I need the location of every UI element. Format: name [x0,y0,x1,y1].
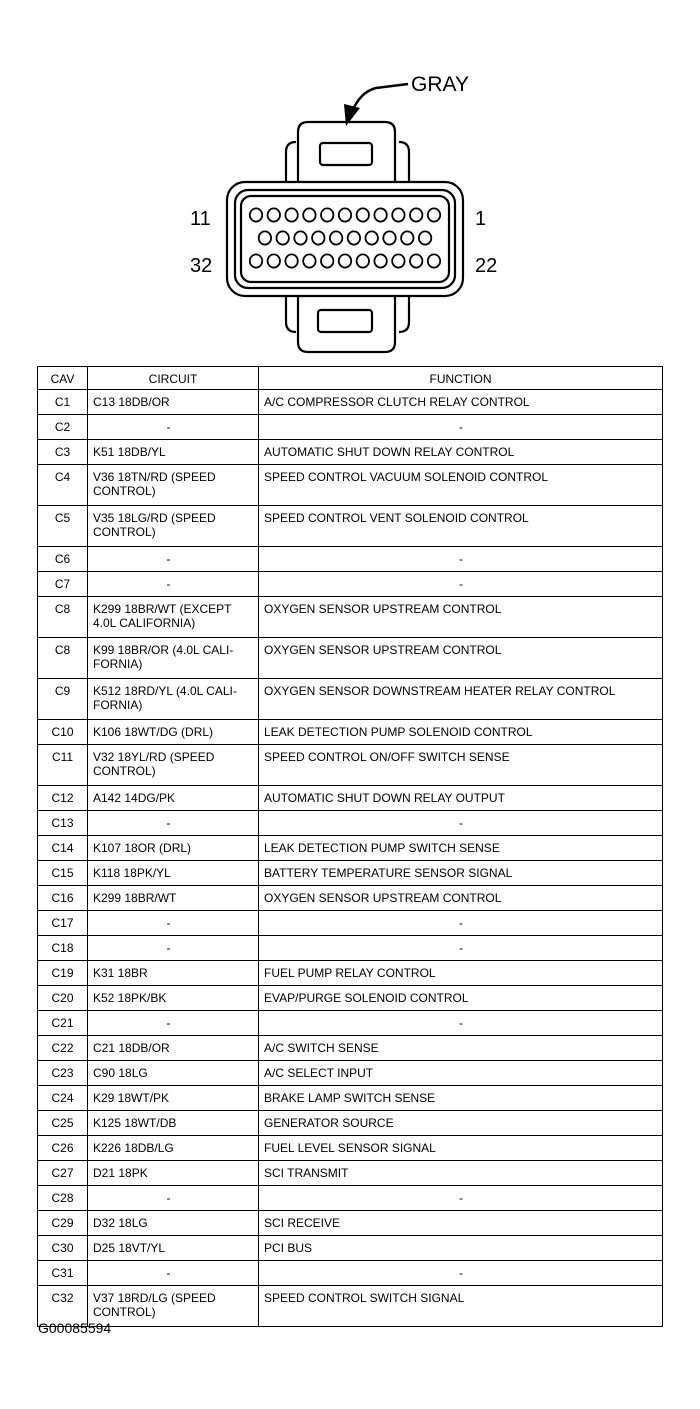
cav-cell: C26 [38,1136,88,1161]
cav-cell: C10 [38,720,88,745]
table-row [38,415,663,440]
color-pointer-arrow [352,84,408,112]
function-cell: SPEED CONTROL VACUUM SOLENOID CONTROL [259,465,663,506]
circuit-cell: - [88,1011,259,1036]
function-cell: OXYGEN SENSOR UPSTREAM CONTROL [259,638,663,679]
table-row [38,1086,663,1111]
pin-cavity [321,208,333,221]
pin-cavity [374,208,386,221]
table-row [38,465,663,506]
cav-cell: C16 [38,886,88,911]
table-row [38,638,663,679]
cav-cell: C32 [38,1286,88,1327]
table-row [38,1111,663,1136]
pin-cavity [268,208,280,221]
header-function: FUNCTION [259,367,663,390]
cav-cell: C8 [38,638,88,679]
pin-cavity [392,208,404,221]
cav-cell: C12 [38,786,88,811]
table-row [38,886,663,911]
pin-cavity [312,231,324,244]
table-row [38,936,663,961]
circuit-cell: - [88,911,259,936]
circuit-cell: - [88,1261,259,1286]
circuit-cell: K99 18BR/OR (4.0L CALI-FORNIA) [88,638,259,679]
table-row [38,1211,663,1236]
cav-cell: C21 [38,1011,88,1036]
function-cell: SPEED CONTROL ON/OFF SWITCH SENSE [259,745,663,786]
pin-cavity [250,208,262,221]
cav-cell: C30 [38,1236,88,1261]
table-row [38,1261,663,1286]
connector-diagram [0,0,700,360]
cav-cell: C20 [38,986,88,1011]
pin-cavity [285,254,297,267]
pin-cavity [410,208,422,221]
table-row [38,679,663,720]
pin-cavity [285,208,297,221]
table-row [38,986,663,1011]
circuit-cell: K299 18BR/WT [88,886,259,911]
function-cell: LEAK DETECTION PUMP SOLENOID CONTROL [259,720,663,745]
table-row [38,911,663,936]
table-row [38,1286,663,1327]
figure-id: G00085594 [38,1320,112,1336]
pin-cavity [401,231,413,244]
table-row [38,390,663,415]
cav-cell: C22 [38,1036,88,1061]
function-cell: - [259,1011,663,1036]
function-cell: A/C SELECT INPUT [259,1061,663,1086]
function-cell: - [259,811,663,836]
pin-cavity [330,231,342,244]
function-cell: OXYGEN SENSOR UPSTREAM CONTROL [259,886,663,911]
function-cell: AUTOMATIC SHUT DOWN RELAY CONTROL [259,440,663,465]
pin-cavity [303,208,315,221]
cav-cell: C29 [38,1211,88,1236]
table-row [38,861,663,886]
circuit-cell: - [88,572,259,597]
circuit-cell: D32 18LG [88,1211,259,1236]
bottom-latch [298,295,395,352]
circuit-cell: - [88,415,259,440]
cav-cell: C27 [38,1161,88,1186]
circuit-cell: K106 18WT/DG (DRL) [88,720,259,745]
table-row [38,786,663,811]
circuit-cell: K299 18BR/WT (EXCEPT 4.0L CALIFORNIA) [88,597,259,638]
function-cell: SPEED CONTROL VENT SOLENOID CONTROL [259,506,663,547]
circuit-cell: V36 18TN/RD (SPEED CONTROL) [88,465,259,506]
table-row [38,720,663,745]
table-row [38,1236,663,1261]
function-cell: - [259,572,663,597]
function-cell: AUTOMATIC SHUT DOWN RELAY OUTPUT [259,786,663,811]
pin-cavity [428,254,440,267]
pin-cavity [374,254,386,267]
pin-cavity [339,254,351,267]
table-row [38,597,663,638]
table-row [38,1036,663,1061]
function-cell: PCI BUS [259,1236,663,1261]
cav-cell: C4 [38,465,88,506]
circuit-cell: K125 18WT/DB [88,1111,259,1136]
cav-cell: C14 [38,836,88,861]
table-row [38,811,663,836]
function-cell: - [259,911,663,936]
pin-cavity [259,231,271,244]
table-row [38,961,663,986]
circuit-cell: K118 18PK/YL [88,861,259,886]
pin-cavity [392,254,404,267]
cav-cell: C11 [38,745,88,786]
circuit-cell: C13 18DB/OR [88,390,259,415]
circuit-cell: K226 18DB/LG [88,1136,259,1161]
circuit-cell: C90 18LG [88,1061,259,1086]
function-cell: A/C SWITCH SENSE [259,1036,663,1061]
circuit-cell: - [88,811,259,836]
pin-cavity [383,231,395,244]
cav-cell: C8 [38,597,88,638]
function-cell: A/C COMPRESSOR CLUTCH RELAY CONTROL [259,390,663,415]
table-row [38,440,663,465]
circuit-cell: - [88,936,259,961]
function-cell: SCI RECEIVE [259,1211,663,1236]
function-cell: BRAKE LAMP SWITCH SENSE [259,1086,663,1111]
cav-cell: C5 [38,506,88,547]
pin-cavity [357,208,369,221]
pin-cavity [428,208,440,221]
pin-cavity [339,208,351,221]
table-header-row [38,367,663,390]
cav-cell: C19 [38,961,88,986]
circuit-cell: V35 18LG/RD (SPEED CONTROL) [88,506,259,547]
circuit-cell: A142 14DG/PK [88,786,259,811]
function-cell: OXYGEN SENSOR DOWNSTREAM HEATER RELAY CONTROL [259,679,663,720]
function-cell: SPEED CONTROL SWITCH SIGNAL [259,1286,663,1327]
cav-cell: C24 [38,1086,88,1111]
circuit-cell: D21 18PK [88,1161,259,1186]
circuit-cell: K52 18PK/BK [88,986,259,1011]
function-cell: - [259,936,663,961]
pin-cavity [294,231,306,244]
table-row [38,506,663,547]
pin-label-bottom-right: 22 [475,255,498,277]
table-row [38,836,663,861]
pin-cavity [303,254,315,267]
table-row [38,1061,663,1086]
circuit-cell: C21 18DB/OR [88,1036,259,1061]
cav-cell: C2 [38,415,88,440]
table-row [38,1161,663,1186]
function-cell: GENERATOR SOURCE [259,1111,663,1136]
cav-cell: C23 [38,1061,88,1086]
top-latch [298,122,395,182]
function-cell: SCI TRANSMIT [259,1161,663,1186]
cav-cell: C28 [38,1186,88,1211]
cav-cell: C1 [38,390,88,415]
connector-color-label: GRAY [411,73,469,96]
function-cell: - [259,1261,663,1286]
circuit-cell: V37 18RD/LG (SPEED CONTROL) [88,1286,259,1327]
table-row [38,547,663,572]
table-row [38,1011,663,1036]
pin-cavity [357,254,369,267]
function-cell: - [259,1186,663,1211]
circuit-cell: K31 18BR [88,961,259,986]
pin-cavity [277,231,289,244]
circuit-cell: V32 18YL/RD (SPEED CONTROL) [88,745,259,786]
cav-cell: C15 [38,861,88,886]
pin-cavity [410,254,422,267]
header-cav: CAV [38,367,88,390]
function-cell: EVAP/PURGE SOLENOID CONTROL [259,986,663,1011]
function-cell: FUEL LEVEL SENSOR SIGNAL [259,1136,663,1161]
function-cell: BATTERY TEMPERATURE SENSOR SIGNAL [259,861,663,886]
pin-label-top-left: 11 [190,208,211,230]
circuit-cell: - [88,1186,259,1211]
pin-label-top-right: 1 [475,208,487,230]
pin-cavity [348,231,360,244]
pin-cavity [366,231,378,244]
circuit-cell: K107 18OR (DRL) [88,836,259,861]
function-cell: OXYGEN SENSOR UPSTREAM CONTROL [259,597,663,638]
function-cell: - [259,547,663,572]
circuit-cell: - [88,547,259,572]
function-cell: - [259,415,663,440]
circuit-cell: K51 18DB/YL [88,440,259,465]
cav-cell: C17 [38,911,88,936]
cav-cell: C9 [38,679,88,720]
pin-cavity [321,254,333,267]
circuit-cell: D25 18VT/YL [88,1236,259,1261]
cav-cell: C25 [38,1111,88,1136]
pin-cavity [419,231,431,244]
circuit-cell: K29 18WT/PK [88,1086,259,1111]
function-cell: LEAK DETECTION PUMP SWITCH SENSE [259,836,663,861]
cav-cell: C7 [38,572,88,597]
header-circuit: CIRCUIT [88,367,259,390]
table-row [38,1136,663,1161]
cav-cell: C18 [38,936,88,961]
cav-cell: C13 [38,811,88,836]
pin-label-bottom-left: 32 [190,255,213,277]
table-row [38,745,663,786]
cav-cell: C31 [38,1261,88,1286]
pin-cavity [268,254,280,267]
pin-cavity [250,254,262,267]
circuit-cell: K512 18RD/YL (4.0L CALI-FORNIA) [88,679,259,720]
table-row [38,1186,663,1211]
pin-function-table [37,366,663,1327]
cav-cell: C6 [38,547,88,572]
table-row [38,572,663,597]
cav-cell: C3 [38,440,88,465]
function-cell: FUEL PUMP RELAY CONTROL [259,961,663,986]
